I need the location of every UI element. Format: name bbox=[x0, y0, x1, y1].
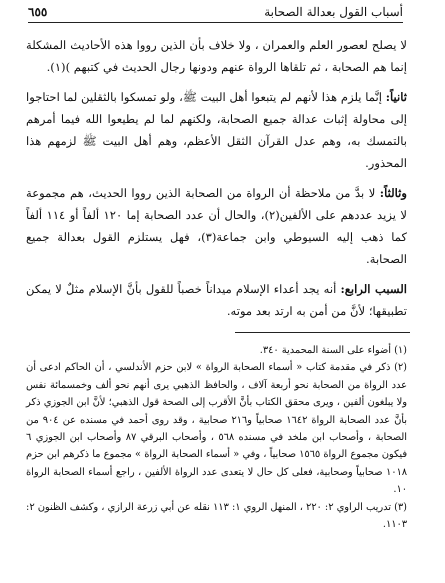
page-number: ٦٥٥ bbox=[28, 5, 48, 19]
main-text bbox=[26, 34, 407, 324]
header-title: أسباب القول بعدالة الصحابة bbox=[264, 5, 403, 19]
paragraph-2 bbox=[26, 86, 407, 174]
footnote-3: (٣) تدريب الراوي ٢: ٢٢٠ ، المنهل الروي ١: ١١٣ نقله عن أبي زرعة الرازي ، وكشف الظنون ٢: ١١٠٣. bbox=[26, 501, 407, 531]
footnote-1: (١) أضواء على السنة المحمدية ٣٤٠. bbox=[259, 345, 407, 356]
paragraph-3-label: وثالثاً: bbox=[379, 186, 407, 200]
paragraph-4-text: أنه يجد أعداء الإسلام ميداناً خصباً للقول بأنَّ الإسلام مثلٌ لا يمكن تطبيقها؛ لأنَّ من أمن به ارتد بعد موته. bbox=[26, 282, 407, 318]
footnotes bbox=[26, 342, 407, 533]
paragraph-4 bbox=[26, 278, 407, 322]
paragraph-3-text: لا بدَّ من ملاحظة أن الرواة من الصحابة الذين رووا الحديث، هم مجموعة لا يزيد عددهم على الألفين(٢)، والحال أن عدد الصحابة إما ١٢٠ ألفاً أو ١١٤ ألفاً كما ذهب إليه السيوطي وابن جماعة(٣)، فهل يستلزم القول بعدالة جميع الصحابة. bbox=[26, 186, 407, 266]
paragraph-3 bbox=[26, 182, 407, 270]
paragraph-1: لا يصلح لعصور العلم والعمران ، ولا خلاف بأن الذين رووا هذه الأحاديث المشكلة إنما هم الصحابة ، ثم تلقاها الرواة عنهم ودونها رجال الحديث في كتبهم )(١). bbox=[26, 38, 407, 74]
running-header bbox=[28, 2, 403, 23]
paragraph-2-label: ثانياً: bbox=[385, 90, 407, 104]
paragraph-2-text: إنَّما يلزم هذا لأنهم لم يتبعوا أهل البيت ﷺ، ولو تمسكوا بالثقلين لما احتاجوا إلى محاولة إثبات عدالة جميع الصحابة، ولكنهم لما لم يطيعوا الله فيما أمرهم بالتمسك به، وهم عدل القرآن الثقل الأعظم، وهم أهل البيت ﷺ لزمهم هذا المحذور. bbox=[26, 90, 407, 170]
footnote-2: (٢) ذكر في مقدمة كتاب « أسماء الصحابة الرواة » لابن حزم الأندلسي ، أن الحاكم ادعى أن عدد الرواة من الصحابة نحو أربعة آلاف ، والحافظ الذهبي يرى أنهم نحو ألف وخمسمائة نفس ولا يبلغون ألفين ، ويرى محقق الكتاب بأنَّ الأقرب إلى الصحة قول الذهبي؛ لأنَّ ابن الجوزي ذكر بأنَّ عدد الصحابة الرواة ١٦٤٢ صحابياً و٢١٦ صحابية ، وقد روى أحمد في مسنده عن ٩٠٤ من الصحابة ، وأصحاب ابن ملخد في مسنده ٥٦٨ ، وأصحاب البرقي ٨٧ وأصحاب ابن الجوزي ٦ فيكون مجموع الرواة ١٥٦٥ صحابياً ، وفي « أسماء الصحابة الرواة » مجموع ما ذكرهم ابن حزم ١٠١٨ صحابياً وصحابية، فعلى كل حال لا يتعدى عدد الرواة الألفين ، راجع أسماء الصحابة الرواة ١٠. bbox=[26, 362, 407, 496]
footnote-separator bbox=[235, 332, 410, 333]
paragraph-4-label: السبب الرابع: bbox=[340, 282, 407, 296]
